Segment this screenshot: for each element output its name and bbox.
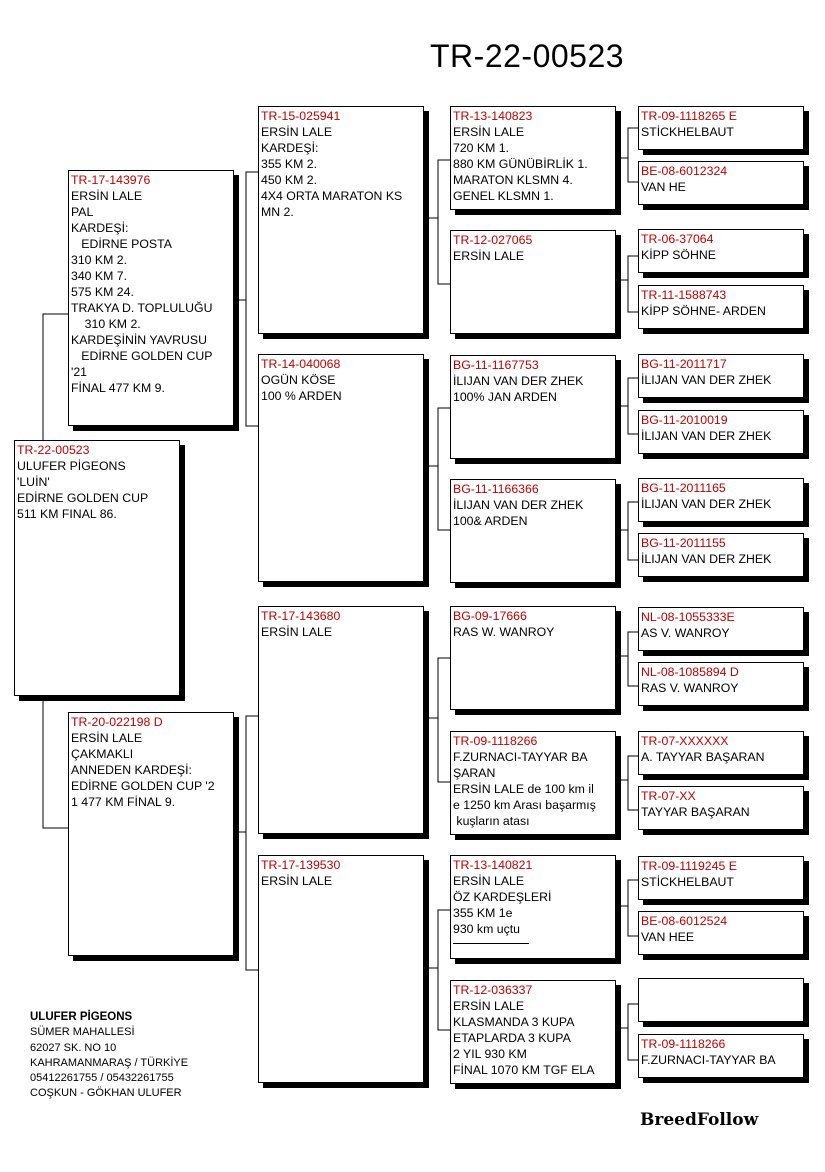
info-line: KARDEŞİ: xyxy=(71,221,129,235)
breeder-info xyxy=(30,1010,188,1102)
ring-number: BE-08-6012524 xyxy=(641,914,728,928)
g4-card-1[interactable] xyxy=(638,106,804,150)
info-line: KLASMANDA 3 KUPA xyxy=(453,1015,575,1029)
info-line: İLIJAN VAN DER ZHEK xyxy=(641,429,772,443)
info-line: MARATON KLSMN 4. xyxy=(453,173,573,187)
sire-card[interactable] xyxy=(68,170,234,426)
breeder-name: ULUFER PİGEONS xyxy=(30,1011,133,1023)
info-line: ERSİN LALE xyxy=(453,999,525,1013)
info-line: 310 KM 2. xyxy=(71,253,128,267)
sss-card[interactable] xyxy=(450,106,616,210)
info-line: '21 xyxy=(71,365,88,379)
info-line: FİNAL 477 KM 9. xyxy=(71,381,165,395)
info-line: A. TAYYAR BAŞARAN xyxy=(641,750,765,764)
info-line: e 1250 km Arası başarmış xyxy=(453,798,596,812)
subject-card[interactable] xyxy=(14,440,180,696)
info-line: MN 2. xyxy=(261,205,294,219)
ssd-card[interactable] xyxy=(450,230,616,334)
underline-divider xyxy=(453,943,529,944)
info-line: 355 KM 2. xyxy=(261,157,318,171)
g4-card-5[interactable] xyxy=(638,354,804,398)
g4-card-12[interactable] xyxy=(638,786,804,830)
info-line: 'LUİN' xyxy=(17,475,50,489)
info-line: ÖZ KARDEŞLERİ xyxy=(453,890,552,904)
pedigree-title: TR-22-00523 xyxy=(430,38,625,74)
breeder-address-line: SÜMER MAHALLESİ xyxy=(30,1026,135,1039)
info-line: İLIJAN VAN DER ZHEK xyxy=(453,374,584,388)
breeder-phone: 05412261755 / 05432261755 xyxy=(30,1072,174,1085)
info-line: GENEL KLSMN 1. xyxy=(453,189,554,203)
info-line: KARDEŞİNİN YAVRUSU xyxy=(71,333,207,347)
sdd-card[interactable] xyxy=(450,479,616,583)
dam-dam-card[interactable] xyxy=(258,855,424,1083)
ring-number: NL-08-1055333E xyxy=(641,610,735,624)
g4-card-16[interactable] xyxy=(638,1034,804,1078)
ring-number: TR-17-139530 xyxy=(261,858,341,872)
ring-number: TR-06-37064 xyxy=(641,232,714,246)
g4-card-6[interactable] xyxy=(638,410,804,454)
info-line: 100% JAN ARDEN xyxy=(453,390,557,404)
info-line: PAL xyxy=(71,205,94,219)
ring-number: TR-13-140821 xyxy=(453,858,533,872)
g4-card-2[interactable] xyxy=(638,161,804,205)
info-line: EDİRNE POSTA xyxy=(71,237,172,251)
ring-number: BG-11-2011155 xyxy=(641,536,726,550)
info-line: AS V. WANROY xyxy=(641,626,730,640)
info-line: ERSİN LALE xyxy=(71,189,143,203)
ring-number: TR-17-143976 xyxy=(71,173,151,187)
g4-card-4[interactable] xyxy=(638,285,804,329)
ring-number: BE-08-6012324 xyxy=(641,164,728,178)
info-line: 340 KM 7. xyxy=(71,269,128,283)
sire-dam-card[interactable] xyxy=(258,354,424,582)
g4-card-10[interactable] xyxy=(638,662,804,706)
dss-card[interactable] xyxy=(450,606,616,710)
info-line: RAS W. WANROY xyxy=(453,625,555,639)
info-line: 100 % ARDEN xyxy=(261,389,342,403)
info-line: ULUFER PİGEONS xyxy=(17,459,126,473)
info-line: VAN HEE xyxy=(641,930,695,944)
info-line: KİPP SÖHNE xyxy=(641,248,716,262)
info-line: STİCKHELBAUT xyxy=(641,875,734,889)
ring-number: TR-09-1118266 xyxy=(453,734,538,748)
info-line: 355 KM 1e xyxy=(453,906,513,920)
info-line: TAYYAR BAŞARAN xyxy=(641,805,750,819)
info-line: İLIJAN VAN DER ZHEK xyxy=(641,373,772,387)
info-line: ERSİN LALE xyxy=(453,125,525,139)
info-line: 100& ARDEN xyxy=(453,514,528,528)
info-line: 1 477 KM FİNAL 9. xyxy=(71,795,176,809)
info-line: kuşların atası xyxy=(453,814,530,828)
sds-card[interactable] xyxy=(450,355,616,459)
ddd-card[interactable] xyxy=(450,980,616,1084)
info-line: ÇAKMAKLI xyxy=(71,747,134,761)
ring-number: BG-11-2011717 xyxy=(641,357,727,371)
info-line: STİCKHELBAUT xyxy=(641,125,734,139)
ring-number: BG-11-2010019 xyxy=(641,413,728,427)
ring-number: TR-11-1588743 xyxy=(641,288,727,302)
info-line: FİNAL 1070 KM TGF ELA xyxy=(453,1063,595,1077)
info-line: 575 KM 24. xyxy=(71,285,134,299)
info-line: İLIJAN VAN DER ZHEK xyxy=(641,552,772,566)
ring-number: TR-09-1118266 xyxy=(641,1037,726,1051)
info-line: ERSİN LALE xyxy=(453,249,525,263)
ring-number: TR-07-XX xyxy=(641,789,696,803)
info-line: ERSİN LALE de 100 km il xyxy=(453,782,594,796)
info-line: İLIJAN VAN DER ZHEK xyxy=(641,497,772,511)
info-line: 511 KM FINAL 86. xyxy=(17,507,117,521)
ring-number: TR-17-143680 xyxy=(261,609,341,623)
info-line: KARDEŞİ: xyxy=(261,141,319,155)
info-line: 720 KM 1. xyxy=(453,141,510,155)
info-line: ŞARAN xyxy=(453,766,496,780)
info-line: 2 YIL 930 KM xyxy=(453,1047,527,1061)
breeder-address-line: KAHRAMANMARAŞ / TÜRKİYE xyxy=(30,1056,189,1069)
info-line: F.ZURNACI-TAYYAR BA xyxy=(641,1053,776,1067)
ring-number: TR-20-022198 D xyxy=(71,715,163,729)
info-line: RAS V. WANROY xyxy=(641,681,739,695)
info-line: ETAPLARDA 3 KUPA xyxy=(453,1031,571,1045)
ring-number: BG-09-17666 xyxy=(453,609,527,623)
g4-card-14[interactable] xyxy=(638,911,804,955)
info-line: EDİRNE GOLDEN CUP xyxy=(17,491,149,505)
sire-sire-card[interactable] xyxy=(258,106,424,334)
g4-card-13[interactable] xyxy=(638,856,804,900)
info-line: 4X4 ORTA MARATON KS xyxy=(261,189,403,203)
info-line: EDİRNE GOLDEN CUP xyxy=(71,349,213,363)
ring-number: BG-11-1166366 xyxy=(453,482,539,496)
ring-number: BG-11-2011165 xyxy=(641,481,726,495)
info-line: ERSİN LALE xyxy=(453,874,525,888)
ring-number: TR-22-00523 xyxy=(17,443,90,457)
breeder-address-line: 62027 SK. NO 10 xyxy=(30,1041,117,1054)
brand-logo: BreedFollow xyxy=(640,1110,759,1130)
info-line: ANNEDEN KARDEŞİ: xyxy=(71,763,192,777)
dam-sire-card[interactable] xyxy=(258,606,424,834)
breeder-owners: COŞKUN - GÖKHAN ULUFER xyxy=(30,1087,182,1100)
g4-card-8[interactable] xyxy=(638,533,804,577)
ring-number: TR-13-140823 xyxy=(453,109,533,123)
g4-card-7[interactable] xyxy=(638,478,804,522)
ring-number: TR-07-XXXXXX xyxy=(641,734,729,748)
dsd-card[interactable] xyxy=(450,731,616,835)
info-line: ERSİN LALE xyxy=(71,731,143,745)
info-line: 310 KM 2. xyxy=(71,317,141,331)
g4-card-11[interactable] xyxy=(638,731,804,775)
info-line: 880 KM GÜNÜBİRLİK 1. xyxy=(453,157,588,171)
g4-card-15[interactable] xyxy=(638,978,804,1022)
info-line: KİPP SÖHNE- ARDEN xyxy=(641,304,766,318)
ring-number: TR-12-027065 xyxy=(453,233,533,247)
ring-number: TR-12-036337 xyxy=(453,983,533,997)
ring-number: BG-11-1167753 xyxy=(453,358,539,372)
info-line: 930 km uçtu xyxy=(453,922,520,936)
ring-number: TR-14-040068 xyxy=(261,357,341,371)
info-line: 450 KM 2. xyxy=(261,173,318,187)
ring-number: NL-08-1085894 D xyxy=(641,665,739,679)
info-line: F.ZURNACI-TAYYAR BA xyxy=(453,750,588,764)
info-line: İLIJAN VAN DER ZHEK xyxy=(453,498,584,512)
info-line: EDİRNE GOLDEN CUP '2 xyxy=(71,779,215,793)
info-line: ERSİN LALE xyxy=(261,874,333,888)
ring-number: TR-15-025941 xyxy=(261,109,341,123)
info-line: VAN HE xyxy=(641,180,686,194)
info-line: OGÜN KÖSE xyxy=(261,373,336,387)
info-line: ERSİN LALE xyxy=(261,625,333,639)
info-line: TRAKYA D. TOPLULUĞU xyxy=(71,301,213,315)
ring-number: TR-09-1119245 E xyxy=(641,859,737,873)
g4-card-3[interactable] xyxy=(638,229,804,273)
g4-card-9[interactable] xyxy=(638,607,804,651)
ring-number: TR-09-1118265 E xyxy=(641,109,737,123)
dam-card[interactable] xyxy=(68,712,234,956)
info-line: ERSİN LALE xyxy=(261,125,333,139)
